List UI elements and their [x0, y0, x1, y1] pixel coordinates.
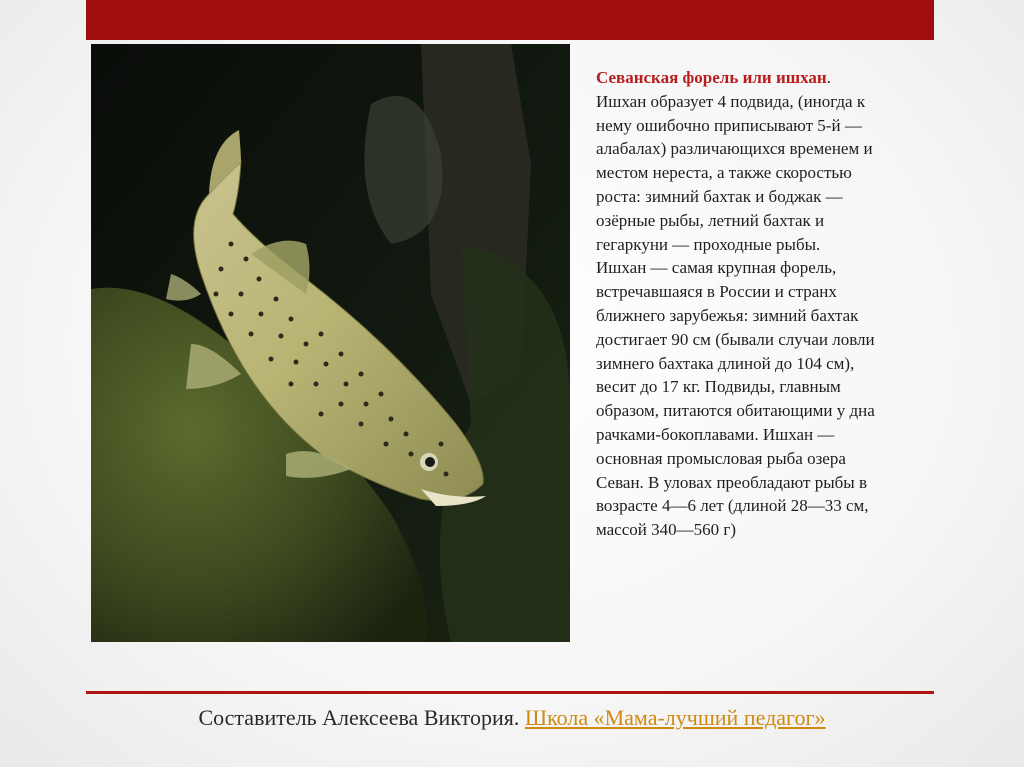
body-line: озёрные рыбы, летний бахтак и — [596, 210, 825, 230]
body-line: весит до 17 кг. Подвиды, главным — [596, 377, 841, 397]
body-line: возрасте 4—6 лет (длиной 28—33 см, — [596, 496, 869, 516]
footer — [0, 705, 1024, 731]
body-line: Севан. В уловах преобладают рыбы в — [596, 472, 867, 492]
body-line: нему ошибочно приписывают 5-й — — [596, 115, 862, 135]
slide-heading: Севанская форель или ишхан — [596, 68, 827, 87]
body-line: алабалах) различающихся временем и — [596, 139, 873, 159]
body-line: образом, питаются обитающими у дна — [596, 401, 875, 421]
top-accent-bar — [86, 0, 934, 40]
body-paragraph — [596, 90, 931, 542]
author-credit: Составитель Алексеева Виктория. — [198, 705, 520, 730]
body-line: массой 340—560 г) — [596, 520, 737, 540]
body-line: рачками-бокоплавами. Ишхан — — [596, 424, 835, 444]
body-line: встречавшаяся в России и странх — [596, 282, 837, 302]
body-line: роста: зимний бахтак и боджак — — [596, 186, 843, 206]
body-line: Ишхан — самая крупная форель, — [596, 258, 837, 278]
footer-divider — [86, 691, 934, 694]
body-line: Ишхан образует 4 подвида, (иногда к — [596, 91, 866, 111]
body-line: зимнего бахтака длиной до 104 см), — [596, 353, 855, 373]
body-line: местом нереста, а также скоростью — [596, 163, 852, 183]
school-link[interactable]: Школа «Мама-лучший педагог» — [524, 705, 826, 730]
trout-illustration — [91, 44, 570, 642]
body-line: основная промысловая рыба озера — [596, 448, 846, 468]
description-text — [596, 66, 931, 542]
heading-period: . — [826, 68, 831, 87]
body-line: гегаркуни — проходные рыбы. — [596, 234, 821, 254]
trout-photo — [91, 44, 570, 642]
body-line: достигает 90 см (бывали случаи ловли — [596, 329, 875, 349]
body-line: ближнего зарубежья: зимний бахтак — [596, 305, 859, 325]
